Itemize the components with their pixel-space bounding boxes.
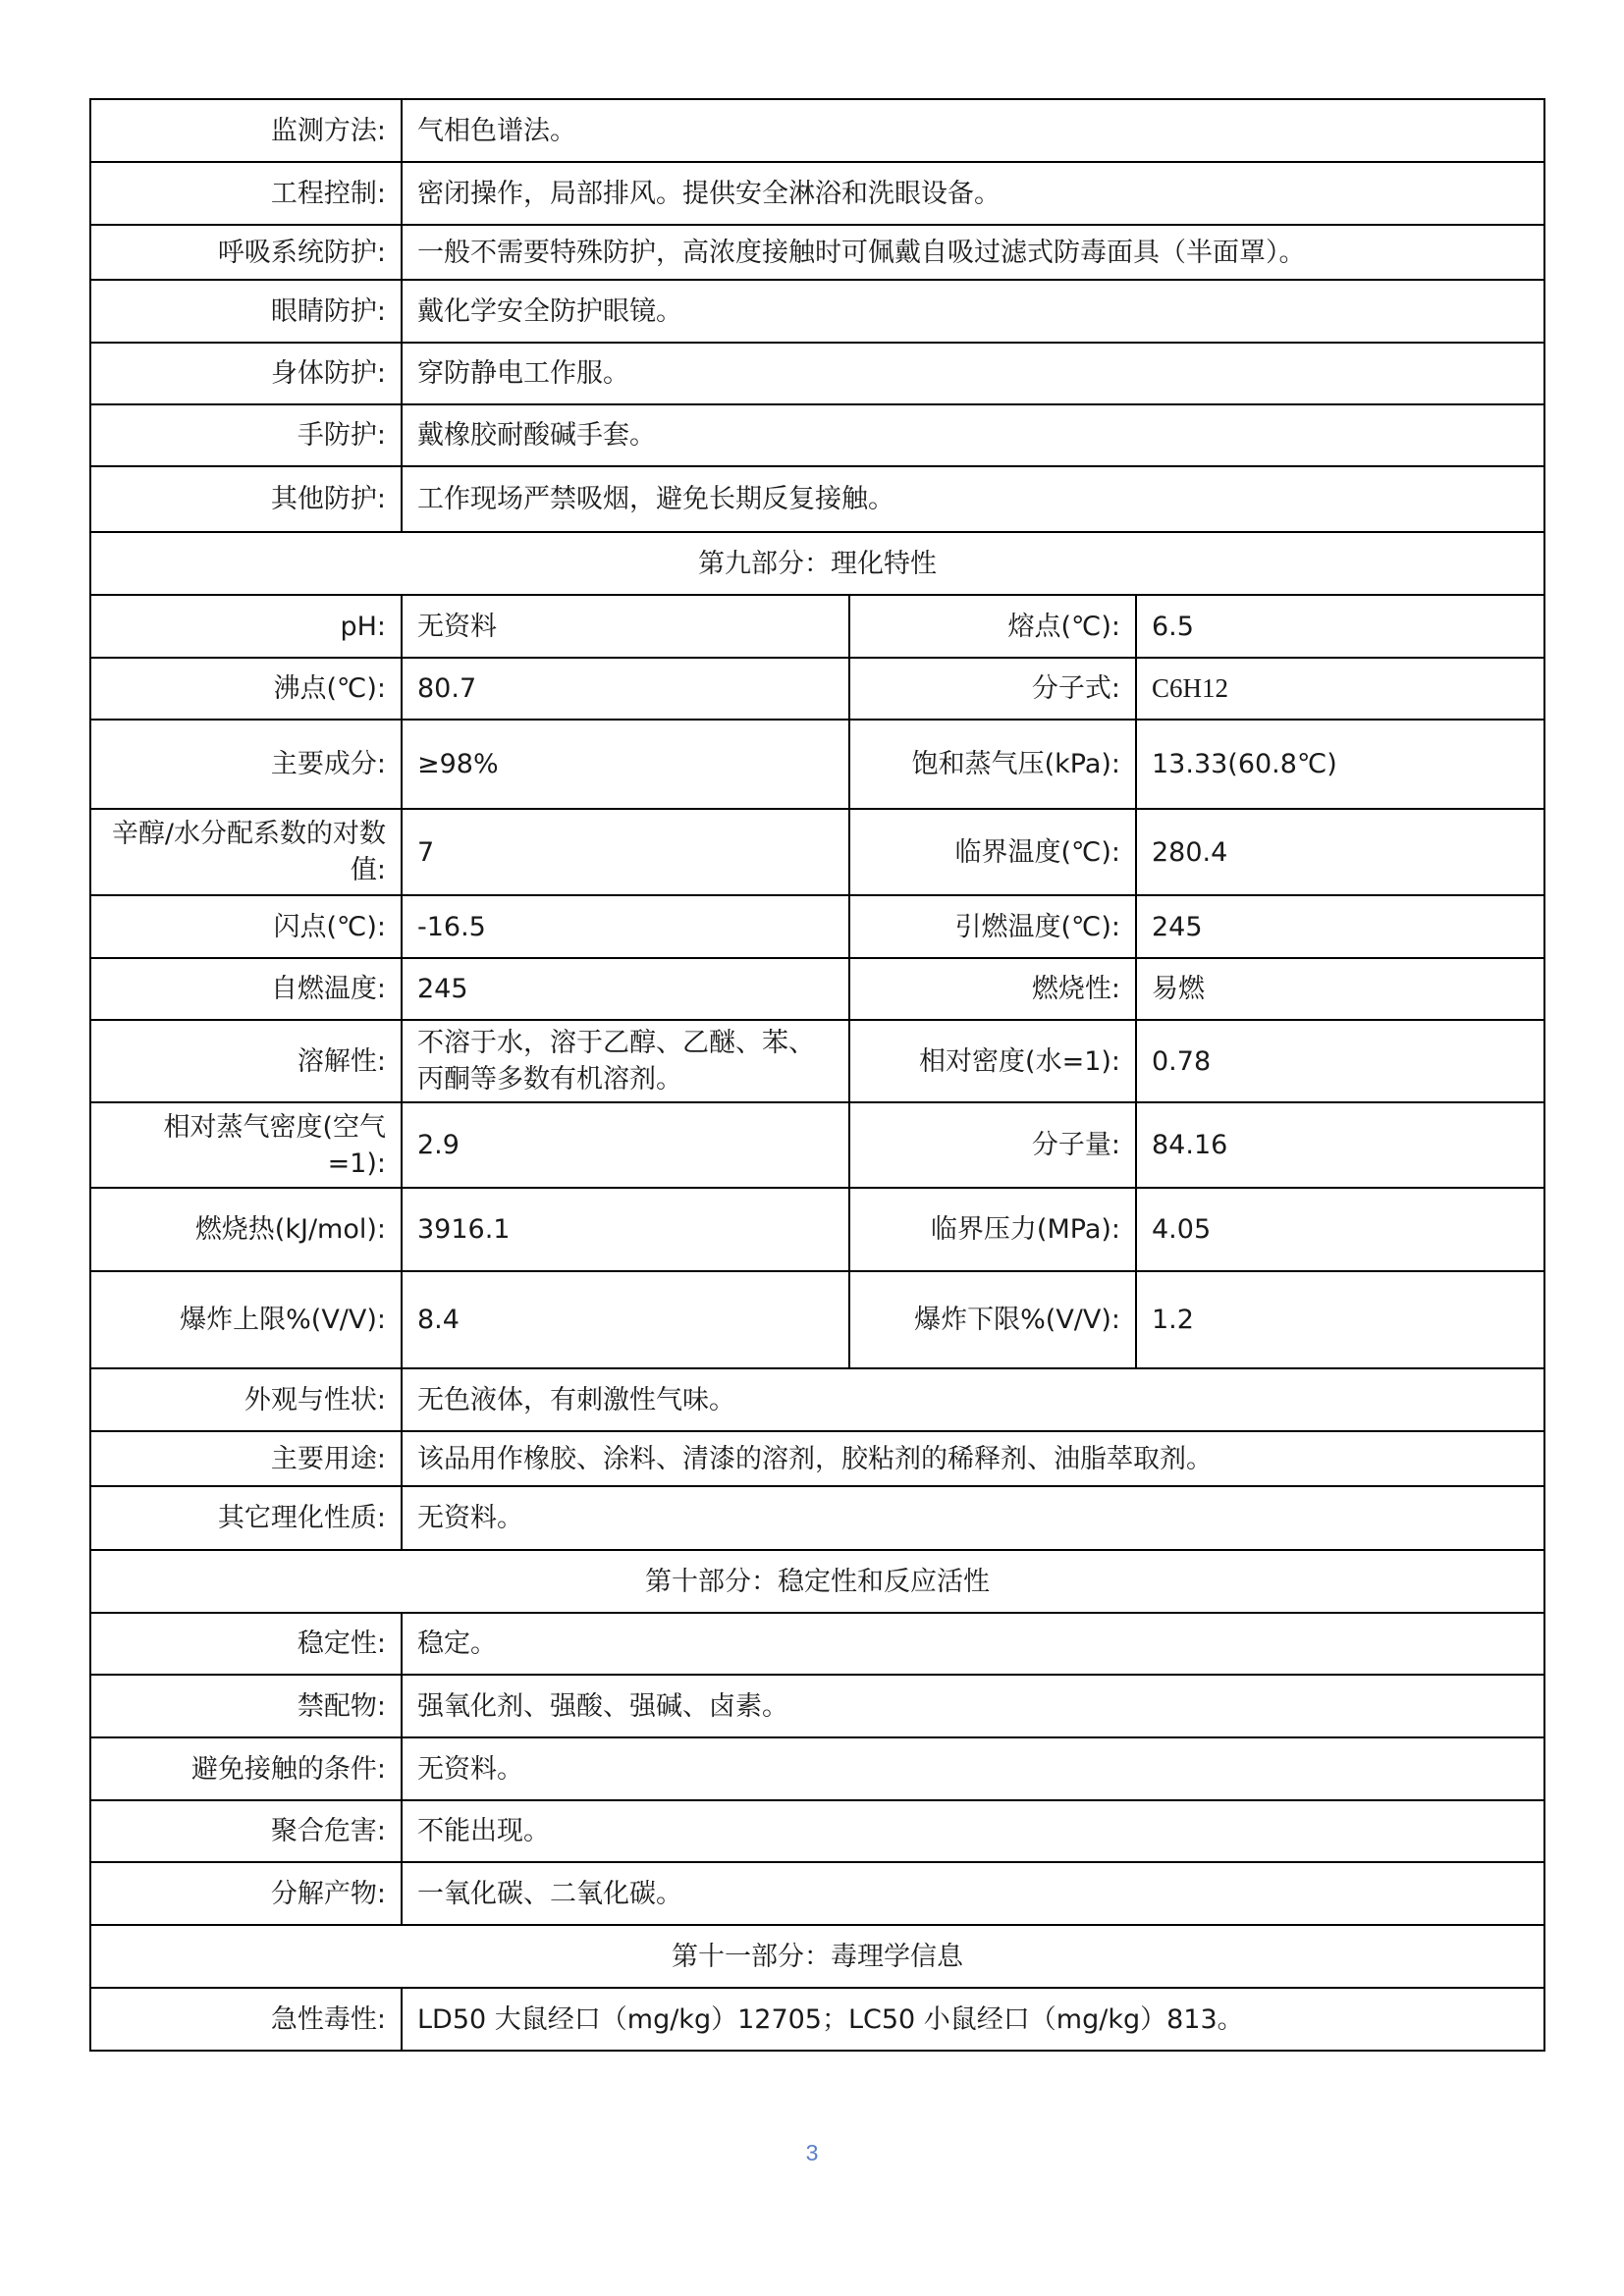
- field-label: 禁配物:: [90, 1675, 402, 1737]
- section-title: 第十一部分：毒理学信息: [90, 1925, 1544, 1988]
- field-value: 穿防静电工作服。: [402, 343, 1544, 404]
- page-number: 3: [805, 2140, 819, 2165]
- field-label: 闪点(℃):: [90, 895, 402, 958]
- field-label: pH:: [90, 595, 402, 658]
- field-value: 6.5: [1136, 595, 1544, 658]
- field-value: 无资料。: [402, 1737, 1544, 1800]
- field-value: ≥98%: [402, 720, 849, 809]
- field-value: 2.9: [402, 1102, 849, 1188]
- field-label: 自燃温度:: [90, 958, 402, 1020]
- field-value: 不溶于水，溶于乙醇、乙醚、苯、丙酮等多数有机溶剂。: [402, 1020, 849, 1102]
- field-label: 其它理化性质:: [90, 1486, 402, 1550]
- table-row: [90, 1188, 1544, 1271]
- table-row: [90, 1020, 1544, 1102]
- field-label: 临界压力(MPa):: [849, 1188, 1136, 1271]
- field-value: 245: [402, 958, 849, 1020]
- table-row: [90, 404, 1544, 466]
- field-label: 相对密度(水=1):: [849, 1020, 1136, 1102]
- field-label: 熔点(℃):: [849, 595, 1136, 658]
- field-value: 强氧化剂、强酸、强碱、卤素。: [402, 1675, 1544, 1737]
- table-row: [90, 1613, 1544, 1675]
- field-value: 稳定。: [402, 1613, 1544, 1675]
- table-row: [90, 895, 1544, 958]
- section-title: 第九部分：理化特性: [90, 532, 1544, 595]
- field-label: 溶解性:: [90, 1020, 402, 1102]
- field-value: 84.16: [1136, 1102, 1544, 1188]
- table-row: [90, 1800, 1544, 1862]
- table-row: [90, 466, 1544, 532]
- table-row: [90, 809, 1544, 895]
- table-row: [90, 225, 1544, 280]
- field-value: 气相色谱法。: [402, 99, 1544, 162]
- field-value: 该品用作橡胶、涂料、清漆的溶剂，胶粘剂的稀释剂、油脂萃取剂。: [402, 1431, 1544, 1486]
- field-label: 爆炸下限%(V/V):: [849, 1271, 1136, 1368]
- table-row: [90, 658, 1544, 720]
- section-header-row: [90, 1550, 1544, 1613]
- field-label: 身体防护:: [90, 343, 402, 404]
- field-value: 戴橡胶耐酸碱手套。: [402, 404, 1544, 466]
- field-value: 13.33(60.8℃): [1136, 720, 1544, 809]
- field-label: 监测方法:: [90, 99, 402, 162]
- field-value: 不能出现。: [402, 1800, 1544, 1862]
- field-value: 无资料。: [402, 1486, 1544, 1550]
- field-label: 饱和蒸气压(kPa):: [849, 720, 1136, 809]
- field-label: 手防护:: [90, 404, 402, 466]
- field-value: 80.7: [402, 658, 849, 720]
- table-row: [90, 1271, 1544, 1368]
- table-row: [90, 958, 1544, 1020]
- field-value: C6H12: [1136, 658, 1544, 720]
- section-title: 第十部分：稳定性和反应活性: [90, 1550, 1544, 1613]
- table-row: [90, 1675, 1544, 1737]
- field-value: 7: [402, 809, 849, 895]
- field-value: 戴化学安全防护眼镜。: [402, 280, 1544, 343]
- field-value: 一氧化碳、二氧化碳。: [402, 1862, 1544, 1925]
- table-row: [90, 162, 1544, 225]
- table-row: [90, 99, 1544, 162]
- section-header-row: [90, 532, 1544, 595]
- field-value: -16.5: [402, 895, 849, 958]
- table-row: [90, 1988, 1544, 2051]
- table-row: [90, 280, 1544, 343]
- field-label: 呼吸系统防护:: [90, 225, 402, 280]
- table-row: [90, 343, 1544, 404]
- field-label: 外观与性状:: [90, 1368, 402, 1431]
- field-value: 无资料: [402, 595, 849, 658]
- section-header-row: [90, 1925, 1544, 1988]
- table-row: [90, 1431, 1544, 1486]
- field-value: 一般不需要特殊防护，高浓度接触时可佩戴自吸过滤式防毒面具（半面罩）。: [402, 225, 1544, 280]
- field-value: 280.4: [1136, 809, 1544, 895]
- field-value: LD50 大鼠经口（mg/kg）12705；LC50 小鼠经口（mg/kg）813。: [402, 1988, 1544, 2051]
- field-label: 临界温度(℃):: [849, 809, 1136, 895]
- table-row: [90, 1862, 1544, 1925]
- field-label: 聚合危害:: [90, 1800, 402, 1862]
- field-value: 4.05: [1136, 1188, 1544, 1271]
- field-label: 分子式:: [849, 658, 1136, 720]
- field-label: 沸点(℃):: [90, 658, 402, 720]
- table-row: [90, 720, 1544, 809]
- table-row: [90, 1737, 1544, 1800]
- field-label: 主要用途:: [90, 1431, 402, 1486]
- field-label: 避免接触的条件:: [90, 1737, 402, 1800]
- field-value: 3916.1: [402, 1188, 849, 1271]
- table-row: [90, 595, 1544, 658]
- field-label: 其他防护:: [90, 466, 402, 532]
- field-value: 易燃: [1136, 958, 1544, 1020]
- field-label: 爆炸上限%(V/V):: [90, 1271, 402, 1368]
- field-label: 分解产物:: [90, 1862, 402, 1925]
- field-label: 相对蒸气密度(空气=1):: [90, 1102, 402, 1188]
- table-row: [90, 1102, 1544, 1188]
- field-label: 稳定性:: [90, 1613, 402, 1675]
- table-row: [90, 1486, 1544, 1550]
- field-value: 8.4: [402, 1271, 849, 1368]
- field-label: 辛醇/水分配系数的对数值:: [90, 809, 402, 895]
- field-label: 燃烧热(kJ/mol):: [90, 1188, 402, 1271]
- field-value: 无色液体，有刺激性气味。: [402, 1368, 1544, 1431]
- field-label: 眼睛防护:: [90, 280, 402, 343]
- field-value: 1.2: [1136, 1271, 1544, 1368]
- field-label: 引燃温度(℃):: [849, 895, 1136, 958]
- table-row: [90, 1368, 1544, 1431]
- field-value: 工作现场严禁吸烟，避免长期反复接触。: [402, 466, 1544, 532]
- field-value: 0.78: [1136, 1020, 1544, 1102]
- field-label: 分子量:: [849, 1102, 1136, 1188]
- field-label: 急性毒性:: [90, 1988, 402, 2051]
- field-label: 主要成分:: [90, 720, 402, 809]
- field-label: 工程控制:: [90, 162, 402, 225]
- field-value: 245: [1136, 895, 1544, 958]
- field-label: 燃烧性:: [849, 958, 1136, 1020]
- field-value: 密闭操作，局部排风。提供安全淋浴和洗眼设备。: [402, 162, 1544, 225]
- sds-table: [89, 98, 1545, 2052]
